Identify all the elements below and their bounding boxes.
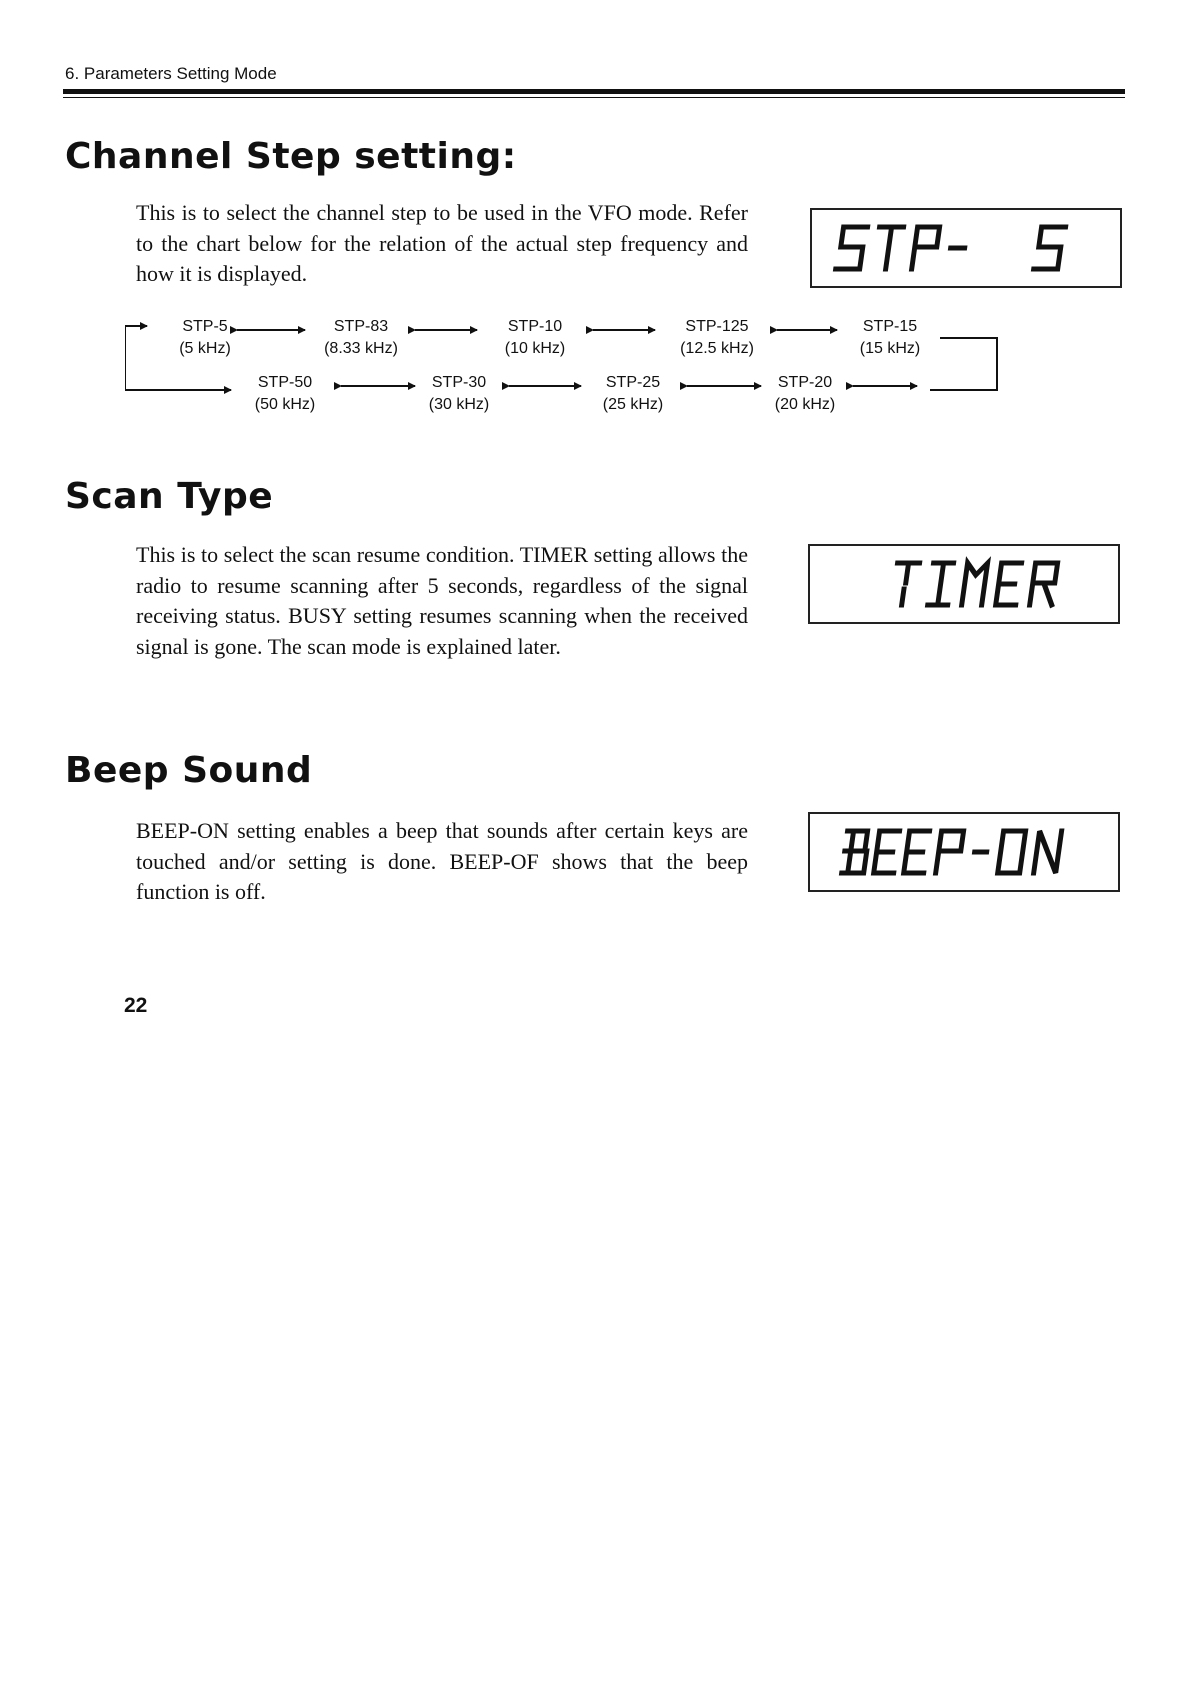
page-number: 22 — [124, 994, 148, 1017]
flow-node-stp-25: STP-25 (25 kHz) — [602, 374, 664, 413]
beep-sound-heading: Beep Sound — [65, 750, 313, 791]
lcd-text-scan-type: TIMER — [819, 613, 823, 614]
header-rule-thin — [63, 97, 1125, 98]
flow-node-stp-5: STP-5 (5 kHz) — [179, 318, 231, 357]
flow-node-stp-83: STP-83 (8.33 kHz) — [324, 318, 398, 357]
channel-step-cycle-chart — [125, 310, 1005, 420]
lcd-segment-art — [819, 821, 1109, 883]
flow-node-stp-10: STP-10 (10 kHz) — [504, 318, 566, 357]
beep-sound-description: BEEP-ON setting enables a beep that sounds after certain keys are touched and/or setting is done. BEEP-OF shows that the beep function is off. — [136, 818, 748, 904]
flow-node-stp-15: STP-15 (15 kHz) — [859, 318, 921, 357]
scan-type-heading: Scan Type — [65, 476, 274, 517]
lcd-segment-art — [821, 217, 1111, 279]
header-rule — [63, 89, 1125, 94]
flow-node-stp-125: STP-125 (12.5 kHz) — [680, 318, 754, 357]
lcd-display-scan-type — [808, 544, 1120, 624]
lcd-text-channel-step: STP- 5 — [821, 277, 824, 278]
flow-node-stp-30: STP-30 (30 kHz) — [428, 374, 490, 413]
lcd-text-beep-sound: BEEP-ON — [819, 881, 824, 882]
scan-type-description: This is to select the scan resume condition. TIMER setting allows the radio to resume scanning after 5 seconds, regardless of the signal receiving status. BUSY setting resumes scanning when the received signal is gone. The scan mode is explained later. — [136, 542, 748, 659]
lcd-segment-art — [819, 553, 1109, 615]
flow-node-stp-20: STP-20 (20 kHz) — [774, 374, 836, 413]
channel-step-heading: Channel Step setting: — [65, 136, 517, 177]
flow-node-stp-50: STP-50 (50 kHz) — [254, 374, 316, 413]
channel-step-description: This is to select the channel step to be used in the VFO mode. Refer to the chart below for the relation of the actual step frequency and how it is displayed. — [136, 200, 748, 286]
lcd-display-channel-step — [810, 208, 1122, 288]
running-header: 6. Parameters Setting Mode — [65, 64, 277, 83]
lcd-display-beep-sound — [808, 812, 1120, 892]
